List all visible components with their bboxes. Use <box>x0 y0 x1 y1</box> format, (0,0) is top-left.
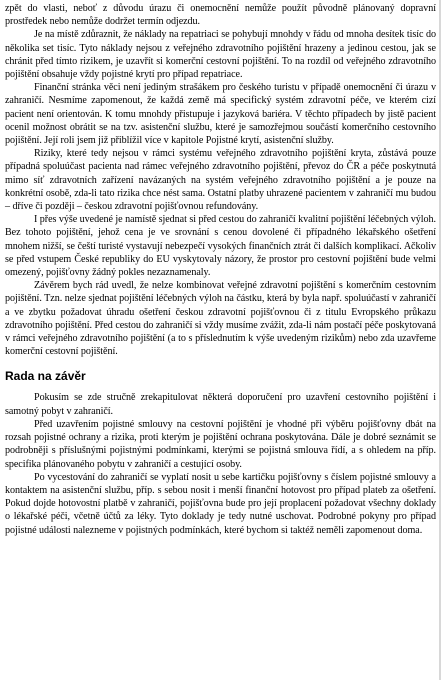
paragraph: Před uzavřením pojistné smlouvy na cestovní pojištění je vhodné při výběru pojišťovny dbát na rozsah pojistné ochrany a rizika, proti kterým je pojištění ochrana poskytována. Dále je dobré seznámit se podrobněji s příslušnými pojistnými podmínkami, kterými se pojistná smlouva řídí, a s ohledem na příp. specifika plánovaného pobytu v zahraničí a cestující osoby. <box>5 418 436 470</box>
section-heading: Rada na závěr <box>5 369 86 384</box>
paragraph: Je na místě zdůraznit, že náklady na repatriaci se pohybují mnohdy v řádu od mnoha desítek tisíc do několika set tisíc. Tyto náklady nejsou z veřejného zdravotního pojištění hrazeny a jedinou cestou, jak se chránit před tímto rizikem, je uzavřít si komerční cestovní pojištění. To na rozdíl od veřejného zdravotního pojištění obsahuje vždy pojistné krytí pro případ repatriace. <box>5 29 436 81</box>
paragraph: zpět do vlasti, neboť z důvodu úrazu či onemocnění nemůže použít původně plánovaný dopravní prostředek nebo nemůže dodržet termín odjezdu. <box>5 3 436 28</box>
paragraph: Závěrem bych rád uvedl, že nelze kombinovat veřejné zdravotní pojištění s komerčním cestovním pojištění. Tzn. nelze sjednat pojištění léčebných výloh na částku, která by byla např. spoluúčastí v zahraničí a ve zbytku požadovat úhradu ošetření českou zdravotní pojišťovnou či z titulu Evropského průkazu zdravotního pojištění. Před cestou do zahraničí si vždy musíme zvážit, zda-li nám postačí péče poskytovaná v rámci veřejného zdravotního pojištění (a to s příslednutím k výše uvedeným rizikům) nebo zda uzavřeme komerční cestovní pojištění. <box>5 280 436 358</box>
paragraph: Finanční stránka věci není jediným strašákem pro českého turistu v případě onemocnění či úrazu v zahraničí. Nesmíme zapomenout, že každá země má specifický systém zdravotní péče, ve kterém cizí pacient není orientován. K tomu mnohdy přistupuje i jazyková bariéra. V těchto případech by jistě pacient ocenil možnost obrátit se na tzv. asistenční službu, které je samozřejmou součástí komerčního cestovního pojištění. Její roli jsem již přiblížil více v kapitole Pojistné krytí, asistenční služby. <box>5 82 436 147</box>
document-body-bottom <box>5 391 436 536</box>
paragraph: Riziky, které tedy nejsou v rámci systému veřejného zdravotního pojištění kryta, zůstává pouze případná spoluúčast pacienta nad rámec veřejného zdravotního pojištění, převoz do ČR a péče poskytnutá mimo síť zdravotních zařízení navázaných na systém veřejného zdravotního pojištění a je pouze na konkrétní osobě, zda-li tato rizika chce nést sama. Ostatní platby uhrazené pacientem v zahraničí mu budou – dříve či později – českou zdravotní pojišťovnou refundovány. <box>5 148 436 213</box>
document-body-top <box>5 2 436 358</box>
paragraph: Po vycestování do zahraničí se vyplatí nosit u sebe kartičku pojišťovny s číslem pojistné smlouvy a kontaktem na asistenční službu, příp. s sebou nosit i menší finanční hotovost pro případ plateb za ošetření. Pokud dojde hotovostní platbě v zahraničí, pojišťovna bude pro její proplacení požadovat všechny doklady o lékařské péči, včetně účtů za léky. Tyto doklady je tedy nutné uschovat. Podrobné pokyny pro případ pojistné události nalezneme v pojistných podmínkách, které bychom si taktéž neměli zapomenout doma. <box>5 471 436 536</box>
paragraph: I přes výše uvedené je namístě sjednat si před cestou do zahraničí kvalitní pojištění léčebných výloh. Bez tohoto pojištění, jehož cena je ve srovnání s cenou dovolené či případného lékařského ošetření mnohem nižší, se čeští turisté vystavují nebezpečí vysokých finančních ztrát či dalších komplikací. Ačkoliv se před vstupem České republiky do EU vyskytovaly názory, že prostor pro cestovní pojištění bude velmi omezený, pojišťovny žádný pokles nezaznamenaly. <box>5 214 436 279</box>
paragraph: Pokusím se zde stručně zrekapitulovat některá doporučení pro uzavření cestovního pojištění i samotný pobyt v zahraničí. <box>5 392 436 417</box>
